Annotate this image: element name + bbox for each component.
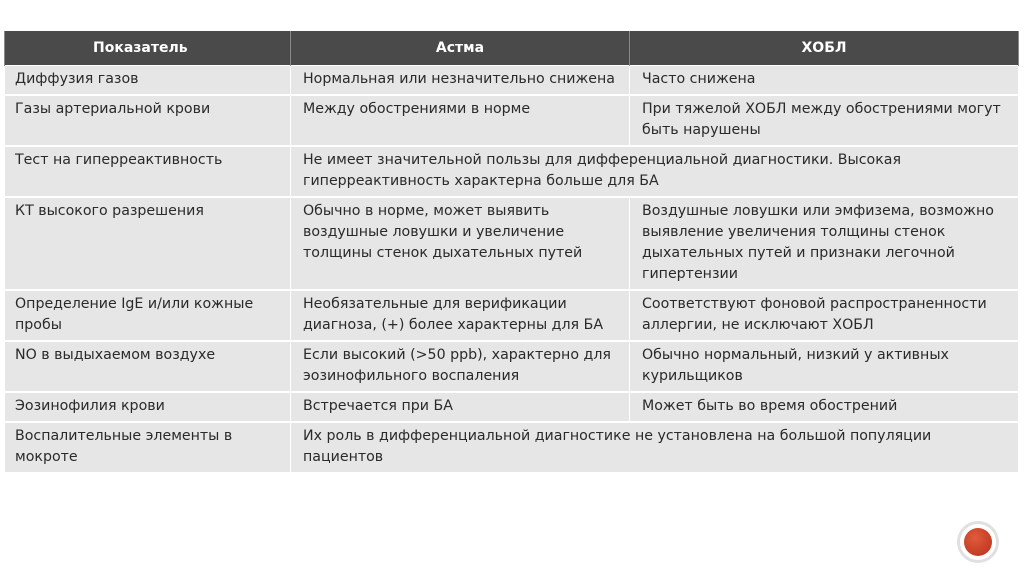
copd-cell: Часто снижена: [630, 66, 1019, 96]
badge-dot: [964, 528, 992, 556]
table-row: [5, 95, 1019, 146]
table-row: [5, 341, 1019, 392]
asthma-cell: Если высокий (>50 ppb), характерно для эозинофильного воспаления: [291, 341, 630, 392]
red-circle-icon: [957, 521, 999, 563]
copd-cell: Может быть во время обострений: [630, 392, 1019, 422]
table-row: [5, 392, 1019, 422]
asthma-cell: Необязательные для верификации диагноза, (+) более характерны для БА: [291, 290, 630, 341]
indicator-cell: Эозинофилия крови: [5, 392, 291, 422]
copd-cell: Обычно нормальный, низкий у активных курильщиков: [630, 341, 1019, 392]
column-header-copd: ХОБЛ: [630, 31, 1019, 66]
indicator-cell: Воспалительные элементы в мокроте: [5, 422, 291, 473]
table-row: [5, 146, 1019, 197]
copd-cell: При тяжелой ХОБЛ между обострениями могут быть нарушены: [630, 95, 1019, 146]
asthma-cell: Между обострениями в норме: [291, 95, 630, 146]
column-header-asthma: Астма: [291, 31, 630, 66]
merged-cell: Их роль в дифференциальной диагностике не установлена на большой популяции пациентов: [291, 422, 1019, 473]
asthma-cell: Нормальная или незначительно снижена: [291, 66, 630, 96]
indicator-cell: NO в выдыхаемом воздухе: [5, 341, 291, 392]
copd-cell: Воздушные ловушки или эмфизема, возможно выявление увеличения толщины стенок дыхательных путей и признаки легочной гипертензии: [630, 197, 1019, 290]
indicator-cell: Газы артериальной крови: [5, 95, 291, 146]
indicator-cell: Тест на гиперреактивность: [5, 146, 291, 197]
table-row: [5, 66, 1019, 96]
table-header-row: [5, 31, 1019, 66]
indicator-cell: КТ высокого разрешения: [5, 197, 291, 290]
comparison-table: [4, 31, 1019, 474]
table-row: [5, 422, 1019, 473]
indicator-cell: Определение IgE и/или кожные пробы: [5, 290, 291, 341]
merged-cell: Не имеет значительной пользы для дифференциальной диагностики. Высокая гиперреактивность характерна больше для БА: [291, 146, 1019, 197]
asthma-cell: Обычно в норме, может выявить воздушные ловушки и увеличение толщины стенок дыхательных путей: [291, 197, 630, 290]
copd-cell: Соответствуют фоновой распространенности аллергии, не исключают ХОБЛ: [630, 290, 1019, 341]
badge-ring: [960, 524, 996, 560]
table-row: [5, 290, 1019, 341]
table-row: [5, 197, 1019, 290]
column-header-indicator: Показатель: [5, 31, 291, 66]
indicator-cell: Диффузия газов: [5, 66, 291, 96]
asthma-cell: Встречается при БА: [291, 392, 630, 422]
